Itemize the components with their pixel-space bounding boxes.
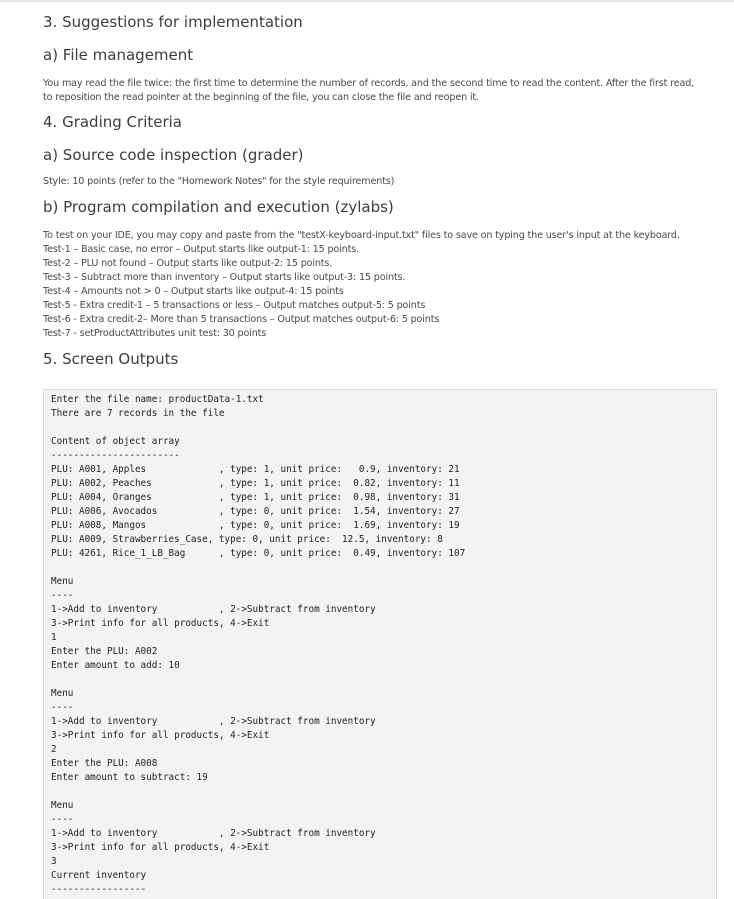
test-item: Test-6 - Extra credit-2– More than 5 transactions – Output matches output-6: 5 points [43, 314, 440, 325]
style-points-paragraph [43, 175, 723, 189]
section-3a-heading: a) File management [43, 46, 194, 64]
paragraph-line: Style: 10 points (refer to the "Homework Notes" for the style requirements) [43, 176, 395, 187]
section-4a-heading: a) Source code inspection (grader) [43, 146, 304, 164]
section-5-heading: 5. Screen Outputs [43, 350, 179, 368]
document-content [43, 10, 723, 371]
test-item: Test-1 – Basic case, no error – Output starts like output-1: 15 points. [43, 244, 359, 255]
paragraph-line: to reposition the read pointer at the beginning of the file, you can close the file and reopen it. [43, 92, 479, 103]
section-3-heading: 3. Suggestions for implementation [43, 13, 303, 31]
test-item: Test-4 – Amounts not > 0 – Output starts like output-4: 15 points [43, 286, 344, 297]
paragraph-line: To test on your IDE, you may copy and paste from the "testX-keyboard-input.txt" files to save on typing the user's input at the keyboard. [43, 230, 680, 241]
test-item: Test-7 - setProductAttributes unit test: 30 points [43, 328, 267, 339]
top-divider [0, 0, 734, 2]
section-4b-heading: b) Program compilation and execution (zylabs) [43, 198, 394, 216]
test-item: Test-5 - Extra credit-1 – 5 transactions or less – Output matches output-5: 5 points [43, 300, 426, 311]
test-item: Test-2 – PLU not found – Output starts like output-2: 15 points. [43, 258, 333, 269]
section-4-heading: 4. Grading Criteria [43, 113, 182, 131]
paragraph-line: You may read the file twice: the first time to determine the number of records, and the second time to read the content. After the first read, [43, 78, 695, 89]
screen-output-text: Enter the file name: productData-1.txt There are 7 records in the file Content of object array ----------------------- PLU: A001, Apples , type: 1, unit price: 0.9, inventory: 21 PLU: A002, Peaches , type: 1, unit price: 0.82, inventory: 11 PLU: A004, Oranges , type: 1, unit price: 0.98, inventory: 31 PLU: A006, Avocados , type: 0, unit price: 1.54, inventory: 27 PLU: A008, Mangos , type: 0, unit price: 1.69, inventory: 19 PLU: A009, Strawberries_Case, type: 0, unit price: 12.5, inventory: 8 PLU: 4261, Rice_1_LB_Bag , type: 0, unit price: 0.49, inventory: 107 Menu ---- 1->Add to inventory , 2->Subtract from inventory 3->Print info for all products, 4->Exit 1 Enter the PLU: A002 Enter amount to add: 10 Menu ---- 1->Add to inventory , 2->Subtract from inventory 3->Print info for all products, 4->Exit 2 Enter the PLU: A008 Enter amount to subtract: 19 Menu ---- 1->Add to inventory , 2->Subtract from inventory 3->Print info for all products, 4->Exit 3 Current inventory ----------------- [51, 394, 466, 895]
test-list-paragraph [43, 229, 723, 341]
test-item: Test-3 – Subtract more than inventory – Output starts like output-3: 15 points. [43, 272, 406, 283]
file-management-paragraph [43, 77, 723, 105]
screen-output-block [43, 389, 717, 899]
